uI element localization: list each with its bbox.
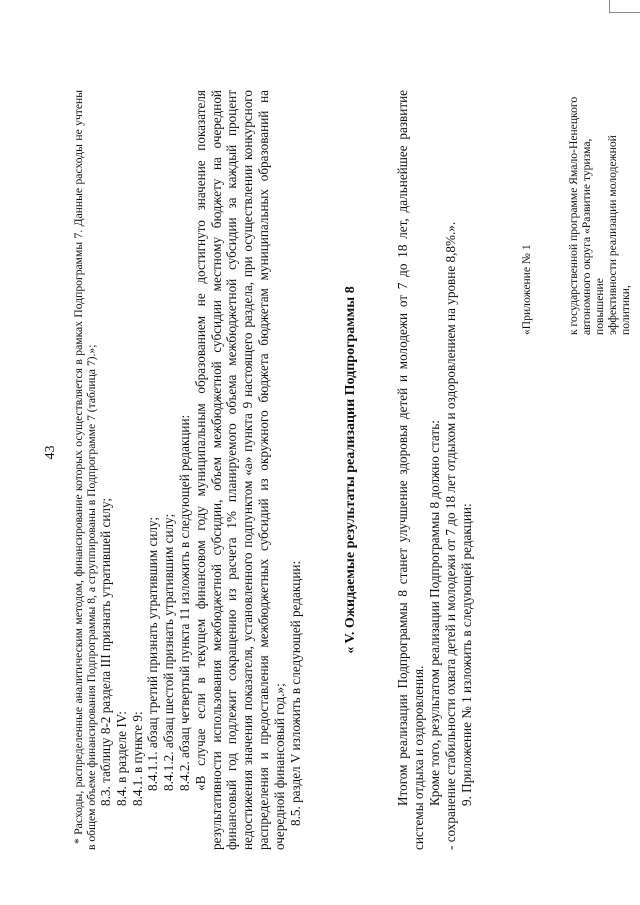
item-8-4: 8.4. в разделе IV: xyxy=(113,711,129,806)
result-paragraph: Итогом реализации Подпрограммы 8 станет улучшение здоровья детей и молодежи от 7 до 18 лет, дальнейшее развитие системы отдыха и оздоровления. xyxy=(395,90,427,850)
also-line: Кроме того, результатом реализации Подпрограммы 8 должно стать: xyxy=(426,420,442,806)
appendix-header xyxy=(520,90,632,335)
appendix-title: «Приложение № 1 xyxy=(520,244,534,335)
footnote: * Расходы, распределенные аналитическим методом, финансирование которых осуществляется в рамках Подпрограммы 7. Данные расходы не учтены в общем объеме финансирования Подпрограммы 8, а сгруппированы в Подпрограмме 7 (таблица 7).»; xyxy=(72,90,98,850)
quote-paragraph: «В случае если в текущем финансовом году муниципальным образованием не достигнуто значение показателя результативности использования межбюджетной субсидии, объем межбюджетной субсидии местному бюджету на очередной финансовый год подлежит сокращению из расчета 1% планируемого объема межбюджетной субсидии за каждый процент недостижения значения показателя, установленного подпунктом «а» пункта 9 настоящего раздела, при осуществлении конкурсного распределения и предоставления межбюджетных субсидий из окружного бюджета бюджетам муниципальных образований на очередной финансовый год.»; xyxy=(192,90,287,850)
document-body xyxy=(72,90,632,850)
item-8-5: 8.5. раздел V изложить в следующей редакции: xyxy=(287,560,303,826)
appendix-line-3: эффективности реализации молодежной политики, xyxy=(606,135,633,335)
item-8-3: 8.3. таблицу 8-2 раздела III признать утратившей силу; xyxy=(98,497,113,806)
item-9: 9. Приложение № 1 изложить в следующей редакции: xyxy=(458,503,474,806)
item-8-4-1-1: 8.4.1.1. абзац третий признать утратившим силу; xyxy=(145,516,161,791)
appendix-line-2: автономного округа «Развитие туризма, повышение xyxy=(580,138,607,335)
page-number: 43 xyxy=(43,445,58,460)
item-8-4-1-2: 8.4.1.2. абзац шестой признать утратившим силу; xyxy=(161,513,177,791)
item-8-4-1: 8.4.1. в пункте 9: xyxy=(129,711,145,806)
appendix-line-1: к государственной программе Ямало-Ненецкого xyxy=(567,96,581,335)
section-heading: « V. Ожидаемые результаты реализации Подпрограммы 8 xyxy=(343,286,359,654)
item-8-4-2: 8.4.2. абзац четвертый пункта 11 изложить в следующей редакции: xyxy=(176,414,192,791)
bullet-line: - сохранение стабильности охвата детей и молодежи от 7 до 18 лет отдыхом и оздоровлением на уровне 8,8%.». xyxy=(442,221,458,850)
